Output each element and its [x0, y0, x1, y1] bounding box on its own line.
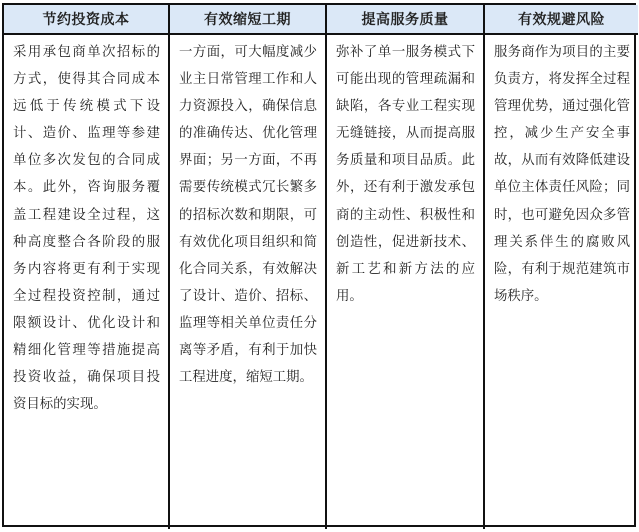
header-cost-saving: 节约投资成本 — [4, 5, 170, 35]
header-shorten-schedule: 有效缩短工期 — [170, 5, 327, 35]
header-risk-avoidance: 有效规避风险 — [485, 5, 638, 35]
comparison-table — [2, 3, 636, 527]
cell-shorten-schedule: 一方面，可大幅度减少业主日常管理工作和人力资源投入，确保信息的准确传达、优化管理界面；另一方面，不再需要传统模式冗长繁多的招标次数和期限，可有效优化项目组织和简化合同关系，有效解决了设计、造价、招标、监理等相关单位责任分离等矛盾，有利于加快工程进度，缩短工期。 — [170, 35, 327, 529]
cell-cost-saving: 采用承包商单次招标的方式，使得其合同成本远低于传统模式下设计、造价、监理等参建单位多次发包的合同成本。此外，咨询服务覆盖工程建设全过程，这种高度整合各阶段的服务内容将更有利于实现全过程投资控制，通过限额设计、优化设计和精细化管理等措施提高投资收益，确保项目投资目标的实现。 — [4, 35, 170, 529]
cell-risk-avoidance: 服务商作为项目的主要负责方，将发挥全过程管理优势，通过强化管控，减少生产安全事故，从而有效降低建设单位主体责任风险；同时，也可避免因众多管理关系伴生的腐败风险，有利于规范建筑市场秩序。 — [494, 45, 630, 304]
cell-service-quality: 弥补了单一服务模式下可能出现的管理疏漏和缺陷，各专业工程实现无缝链接，从而提高服务质量和项目品质。此外，还有利于激发承包商的主动性、积极性和创造性，促进新技术、新工艺和新方法的应用。 — [327, 35, 485, 529]
header-service-quality: 提高服务质量 — [327, 5, 485, 35]
